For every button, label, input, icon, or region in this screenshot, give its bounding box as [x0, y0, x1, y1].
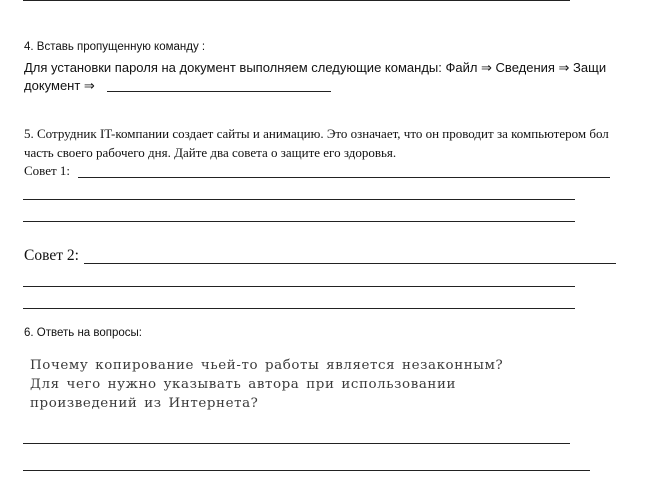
answer-line-top[interactable] — [23, 0, 570, 1]
advice1-line-2[interactable] — [23, 199, 575, 200]
task4-text-line1: Для установки пароля на документ выполняем следующие команды: Файл ⇒ Сведения ⇒ Защи — [24, 60, 607, 75]
task4-heading: 4. Вставь пропущенную команду : — [24, 41, 206, 53]
question-2-line1: Для чего нужно указывать автора при использовании — [30, 377, 456, 392]
advice1-line-3[interactable] — [23, 221, 575, 222]
advice1-field[interactable] — [78, 177, 610, 178]
advice2-line-2[interactable] — [23, 286, 575, 287]
task6-heading: 6. Ответь на вопросы: — [24, 327, 142, 339]
advice2-label: Совет 2: — [24, 247, 79, 264]
task6-answer-line-1[interactable] — [23, 443, 570, 444]
advice1-label: Совет 1: — [24, 163, 71, 178]
advice2-field[interactable] — [84, 263, 616, 264]
task6-answer-line-2[interactable] — [23, 470, 590, 471]
task5-text-line2: часть своего рабочего дня. Дайте два совета о защите его здоровья. — [24, 145, 397, 160]
task4-answer-field[interactable] — [107, 91, 331, 92]
question-1: Почему копирование чьей-то работы является незаконным? — [30, 358, 504, 373]
task4-text-line2: документ ⇒ — [24, 78, 95, 93]
advice2-line-3[interactable] — [23, 308, 575, 309]
question-2-line2: произведений из Интернета? — [30, 396, 259, 411]
task5-text-line1: 5. Сотрудник IT-компании создает сайты и анимацию. Это означает, что он проводит за компьютером бол — [24, 126, 609, 141]
